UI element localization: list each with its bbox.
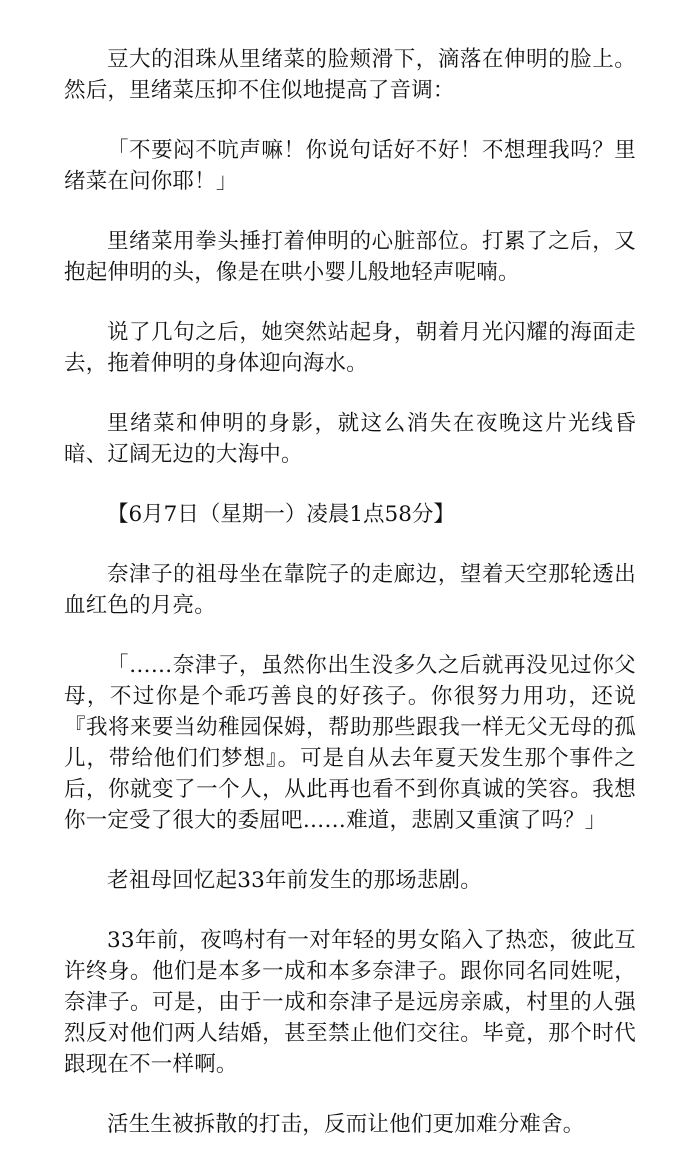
paragraph-2-dialogue: 「不要闷不吭声嘛！你说句话好不好！不想理我吗？里绪菜在问你耶！」 [64, 138, 636, 194]
paragraph-1: 豆大的泪珠从里绪菜的脸颊滑下，滴落在伸明的脸上。然后，里绪菜压抑不住似地提高了音调： [64, 47, 636, 103]
paragraph-7: 奈津子的祖母坐在靠院子的走廊边，望着天空那轮透出血红色的月亮。 [64, 562, 636, 618]
paragraph-5: 里绪菜和伸明的身影，就这么消失在夜晚这片光线昏暗、辽阔无边的大海中。 [64, 411, 636, 467]
paragraph-9: 老祖母回忆起33年前发生的那场悲剧。 [107, 868, 482, 893]
paragraph-3: 里绪菜用拳头捶打着伸明的心脏部位。打累了之后，又抱起伸明的头，像是在哄小婴儿般地轻声呢喃。 [64, 229, 636, 285]
document-page [64, 44, 636, 1169]
paragraph-4: 说了几句之后，她突然站起身，朝着月光闪耀的海面走去，拖着伸明的身体迎向海水。 [64, 320, 636, 376]
paragraph-8-dialogue: 「……奈津子，虽然你出生没多久之后就再没见过你父母，不过你是个乖巧善良的好孩子。你很努力用功，还说『我将来要当幼稚园保姆，帮助那些跟我一样无父无母的孤儿，带给他们们梦想』。可是自从去年夏天发生那个事件之后，你就变了一个人，从此再也看不到你真诚的笑容。我想你一定受了很大的委屈吧……难道，悲剧又重演了吗？」 [64, 653, 636, 833]
paragraph-11: 活生生被拆散的打击，反而让他们更加难分难舍。 [107, 1112, 585, 1137]
paragraph-10: 33年前，夜鸣村有一对年轻的男女陷入了热恋，彼此互许终身。他们是本多一成和本多奈津子。跟你同名同姓呢，奈津子。可是，由于一成和奈津子是远房亲戚，村里的人强烈反对他们两人结婚，甚至禁止他们交往。毕竟，那个时代跟现在不一样啊。 [64, 928, 636, 1077]
section-timestamp-heading: 【6月7日（星期一）凌晨1点58分】 [107, 502, 455, 527]
